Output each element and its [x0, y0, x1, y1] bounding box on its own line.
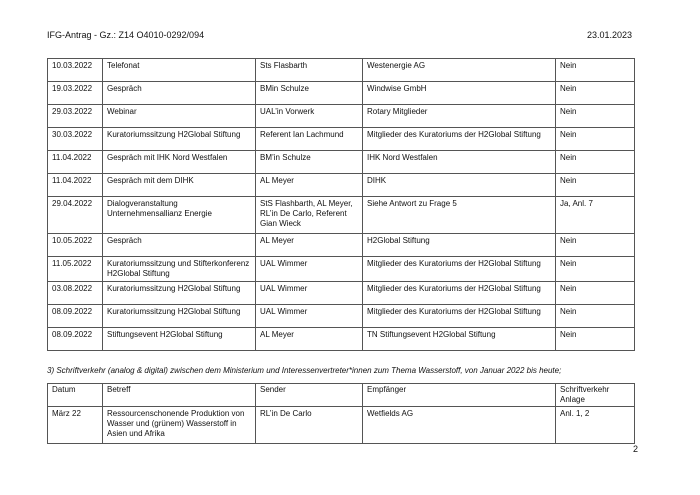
- cell-counterpart: Rotary Mitglieder: [363, 105, 556, 128]
- cell-counterpart: Mitglieder des Kuratoriums der H2Global Stiftung: [363, 128, 556, 151]
- cell-participant: Sts Flasbarth: [256, 59, 363, 82]
- cell-counterpart: Westenergie AG: [363, 59, 556, 82]
- table-row: [48, 197, 635, 234]
- cell-date: 11.04.2022: [48, 151, 103, 174]
- page-number: 2: [632, 444, 638, 454]
- cell-type: Kuratoriumssitzung und Stifterkonferenz H2Global Stiftung: [103, 257, 256, 282]
- cell-date: 11.04.2022: [48, 174, 103, 197]
- table-row: [48, 174, 635, 197]
- table-row: [48, 234, 635, 257]
- cell-attachment: Nein: [556, 59, 635, 82]
- table-row: [48, 128, 635, 151]
- cell-type: Telefonat: [103, 59, 256, 82]
- cell-attachment: Nein: [556, 282, 635, 305]
- cell-date: 08.09.2022: [48, 305, 103, 328]
- cell-participant: Referent Ian Lachmund: [256, 128, 363, 151]
- cell-participant: AL Meyer: [256, 328, 363, 351]
- cell-type: Kuratoriumssitzung H2Global Stiftung: [103, 305, 256, 328]
- cell-participant: UAL Wimmer: [256, 305, 363, 328]
- table-row: [48, 407, 635, 444]
- cell-participant: AL Meyer: [256, 234, 363, 257]
- header-sender: Sender: [256, 384, 363, 407]
- cell-type: Kuratoriumssitzung H2Global Stiftung: [103, 282, 256, 305]
- cell-participant: AL Meyer: [256, 174, 363, 197]
- cell-participant: UAL Wimmer: [256, 257, 363, 282]
- cell-attachment: Anl. 1, 2: [556, 407, 635, 444]
- cell-date: 08.09.2022: [48, 328, 103, 351]
- cell-attachment: Nein: [556, 105, 635, 128]
- table-row: [48, 105, 635, 128]
- header-reference: IFG-Antrag - Gz.: Z14 O4010-0292/094: [47, 30, 205, 40]
- cell-counterpart: Siehe Antwort zu Frage 5: [363, 197, 556, 234]
- table-row: [48, 59, 635, 82]
- header-date: Datum: [48, 384, 103, 407]
- cell-counterpart: Mitglieder des Kuratoriums der H2Global Stiftung: [363, 282, 556, 305]
- cell-attachment: Nein: [556, 234, 635, 257]
- table-row: [48, 282, 635, 305]
- cell-date: 29.04.2022: [48, 197, 103, 234]
- correspondence-table: [47, 383, 635, 444]
- cell-counterpart: DIHK: [363, 174, 556, 197]
- cell-participant: StS Flashbarth, AL Meyer, RL’in De Carlo, Referent Gian Wieck: [256, 197, 363, 234]
- header-recipient: Empfänger: [363, 384, 556, 407]
- cell-counterpart: Mitglieder des Kuratoriums der H2Global Stiftung: [363, 257, 556, 282]
- cell-counterpart: TN Stiftungsevent H2Global Stiftung: [363, 328, 556, 351]
- table-row: [48, 151, 635, 174]
- cell-type: Gespräch mit IHK Nord Westfalen: [103, 151, 256, 174]
- table-row: [48, 82, 635, 105]
- header-attachment: Schriftverkehr Anlage: [556, 384, 635, 407]
- cell-attachment: Nein: [556, 128, 635, 151]
- cell-type: Webinar: [103, 105, 256, 128]
- table-header-row: [48, 384, 635, 407]
- cell-type: Kuratoriumssitzung H2Global Stiftung: [103, 128, 256, 151]
- table-row: [48, 328, 635, 351]
- cell-type: Dialogveranstaltung Unternehmensallianz Energie: [103, 197, 256, 234]
- cell-counterpart: IHK Nord Westfalen: [363, 151, 556, 174]
- cell-participant: BMin Schulze: [256, 82, 363, 105]
- cell-date: 10.03.2022: [48, 59, 103, 82]
- table-row: [48, 305, 635, 328]
- cell-counterpart: H2Global Stiftung: [363, 234, 556, 257]
- cell-date: 30.03.2022: [48, 128, 103, 151]
- cell-attachment: Nein: [556, 305, 635, 328]
- cell-attachment: Ja, Anl. 7: [556, 197, 635, 234]
- cell-counterpart: Mitglieder des Kuratoriums der H2Global Stiftung: [363, 305, 556, 328]
- cell-date: 10.05.2022: [48, 234, 103, 257]
- cell-date: 19.03.2022: [48, 82, 103, 105]
- cell-participant: UAL Wimmer: [256, 282, 363, 305]
- cell-attachment: Nein: [556, 174, 635, 197]
- cell-sender: RL’in De Carlo: [256, 407, 363, 444]
- cell-subject: Ressourcenschonende Produktion von Wasser und (grünem) Wasserstoff in Asien und Afrika: [103, 407, 256, 444]
- cell-participant: BM’in Schulze: [256, 151, 363, 174]
- cell-date: März 22: [48, 407, 103, 444]
- cell-type: Gespräch: [103, 82, 256, 105]
- meetings-table: [47, 58, 635, 351]
- table-row: [48, 257, 635, 282]
- cell-recipient: Wetfields AG: [363, 407, 556, 444]
- cell-date: 03.08.2022: [48, 282, 103, 305]
- cell-attachment: Nein: [556, 257, 635, 282]
- cell-attachment: Nein: [556, 82, 635, 105]
- section-3-heading: 3) Schriftverkehr (analog & digital) zwischen dem Ministerium und Interessenvertreter*innen zum Thema Wasserstoff, von Januar 2022 bis heute;: [47, 366, 562, 375]
- header-date: 23.01.2023: [586, 30, 632, 40]
- cell-type: Stiftungsevent H2Global Stiftung: [103, 328, 256, 351]
- cell-participant: UAL’in Vorwerk: [256, 105, 363, 128]
- cell-counterpart: Windwise GmbH: [363, 82, 556, 105]
- cell-date: 29.03.2022: [48, 105, 103, 128]
- cell-date: 11.05.2022: [48, 257, 103, 282]
- cell-type: Gespräch mit dem DIHK: [103, 174, 256, 197]
- header-subject: Betreff: [103, 384, 256, 407]
- cell-attachment: Nein: [556, 151, 635, 174]
- cell-type: Gespräch: [103, 234, 256, 257]
- cell-attachment: Nein: [556, 328, 635, 351]
